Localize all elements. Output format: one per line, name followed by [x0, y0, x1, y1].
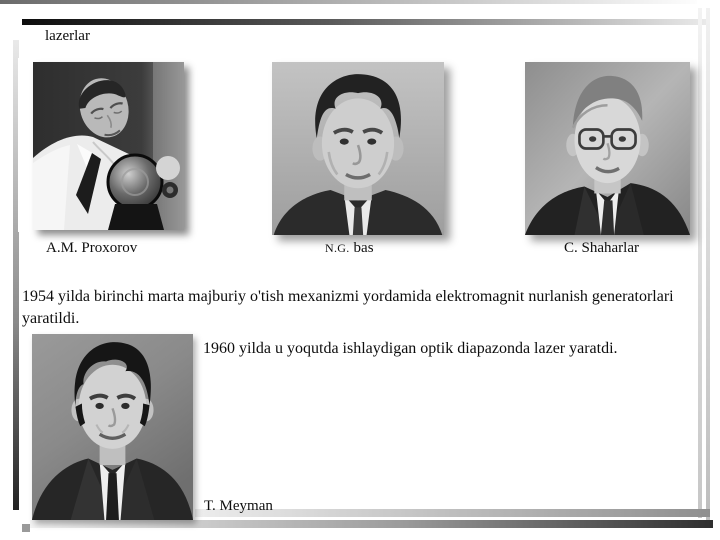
paragraph-1954: 1954 yilda birinchi marta majburiy o'tish mexanizmi yordamida elektromagnit nurlanish generatorlari yaratildi. — [22, 288, 674, 327]
caption-basov — [325, 240, 374, 257]
caption-basov-initials: N.G. — [325, 241, 350, 255]
portrait-basov-image — [272, 62, 444, 235]
right-rule-outer — [706, 8, 710, 520]
top-rule-dark — [22, 19, 710, 25]
paragraph-1960: 1960 yilda u yoqutda ishlaydigan optik diapazonda lazer yaratdi. — [203, 340, 618, 357]
portrait-prokhorov-image — [33, 62, 184, 230]
top-rule-light — [0, 0, 697, 4]
portrait-maiman-image — [32, 334, 193, 520]
caption-basov-name: bas — [353, 240, 374, 256]
caption-maiman: T. Meyman — [204, 498, 273, 514]
bottom-corner-square — [22, 524, 30, 532]
caption-prokhorov: A.M. Proxorov — [46, 240, 138, 256]
caption-townes: C. Shaharlar — [564, 240, 639, 256]
portrait-prokhorov-frame — [18, 58, 186, 232]
portrait-townes-image — [525, 62, 690, 235]
right-rule-inner — [698, 8, 702, 518]
bottom-rule-dark — [30, 520, 713, 528]
slide-title: lazerlar — [45, 28, 90, 44]
